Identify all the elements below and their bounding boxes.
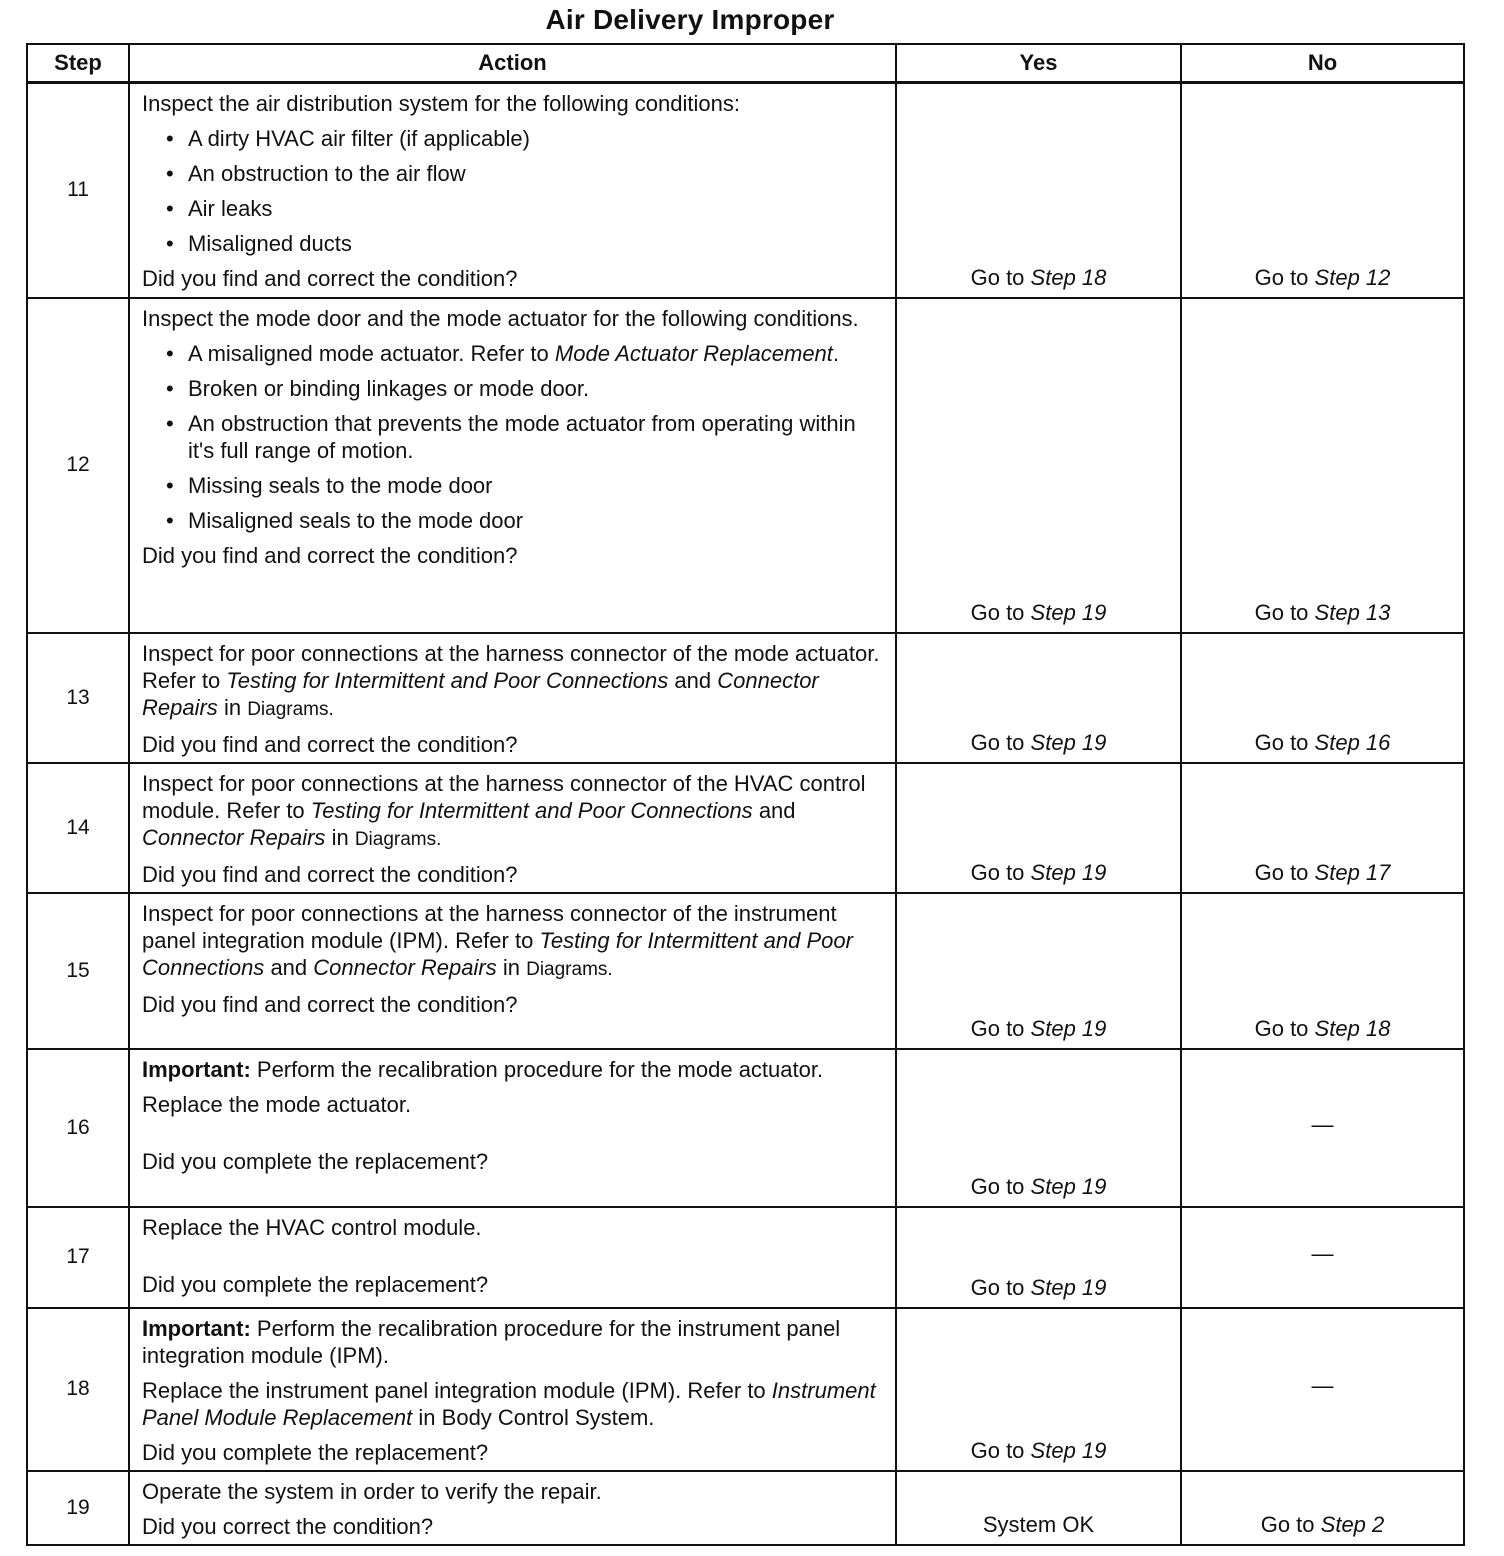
action-text [142, 900, 885, 983]
step-row-11 [27, 83, 1464, 298]
yes-step-link[interactable]: Step 19 [1030, 859, 1107, 885]
go-to-label: Go to [1254, 264, 1309, 290]
yes-step-link[interactable]: Step 19 [1030, 729, 1107, 755]
no-cell: — [1181, 1308, 1464, 1471]
and-label: and [270, 954, 308, 980]
action-cell [129, 1471, 896, 1545]
and-label: and [674, 667, 712, 693]
reference-link[interactable]: Testing for Intermittent and Poor Connections [142, 927, 853, 980]
go-to-label: Go to [1254, 729, 1309, 755]
go-to-label: Go to [970, 859, 1025, 885]
section-name: Diagrams. [247, 698, 334, 720]
step-row-12 [27, 298, 1464, 633]
important-label: Important: [142, 1315, 251, 1341]
action-question: Did you complete the replacement? [142, 1148, 489, 1174]
important-note [142, 1315, 885, 1369]
action-cell [129, 1207, 896, 1308]
step-number: 15 [27, 893, 129, 1049]
action-instruction: Replace the instrument panel integration module (IPM). [142, 1377, 682, 1403]
yes-cell [896, 893, 1181, 1049]
item-text: A misaligned mode actuator. [188, 340, 465, 366]
go-to-label: Go to [1254, 1015, 1309, 1041]
go-to-label: Go to [1254, 599, 1309, 625]
no-cell [1181, 633, 1464, 763]
step-row-17 [27, 1207, 1464, 1308]
no-cell: — [1181, 1049, 1464, 1207]
action-instruction: Replace the mode actuator. [142, 1091, 412, 1117]
header-row [27, 44, 1464, 83]
go-to-label: Go to [970, 1015, 1025, 1041]
action-question: Did you find and correct the condition? [142, 861, 518, 887]
in-label: in [502, 954, 520, 980]
section-name: Diagrams. [526, 958, 613, 980]
step-number: 12 [27, 298, 129, 633]
yes-cell [896, 298, 1181, 633]
action-cell [129, 1049, 896, 1207]
go-to-label: Go to [1254, 859, 1309, 885]
reference-link[interactable]: Instrument Panel Module Replacement [142, 1377, 876, 1430]
section-name: Body Control System. [441, 1404, 655, 1430]
condition-list [142, 125, 885, 257]
list-item: • A misaligned mode actuator. Refer to Mode Actuator Replacement. [188, 340, 885, 367]
action-text [142, 770, 885, 853]
list-item: • Broken or binding linkages or mode door. [188, 375, 885, 402]
no-cell [1181, 83, 1464, 298]
refer-to-label: Refer to [455, 927, 534, 953]
section-name: Diagrams. [354, 828, 442, 850]
go-to-label: Go to [970, 264, 1025, 290]
action-question: Did you correct the condition? [142, 1513, 434, 1539]
header-yes: Yes [896, 44, 1181, 83]
action-intro: Inspect for poor connections at the harness connector of the mode actuator. [142, 640, 880, 666]
action-intro: Inspect the air distribution system for the following conditions: [142, 91, 740, 116]
no-cell [1181, 893, 1464, 1049]
yes-cell [896, 1207, 1181, 1308]
action-cell [129, 893, 896, 1049]
action-cell [129, 298, 896, 633]
go-to-label: Go to [970, 1173, 1025, 1199]
header-no: No [1181, 44, 1464, 83]
action-question: Did you find and correct the condition? [142, 542, 518, 568]
yes-step-link[interactable]: Step 19 [1030, 1274, 1107, 1300]
step-number: 16 [27, 1049, 129, 1207]
action-question: Did you find and correct the condition? [142, 731, 518, 757]
list-item: • Missing seals to the mode door [188, 472, 885, 499]
no-cell [1181, 1471, 1464, 1545]
reference-link[interactable]: Mode Actuator Replacement [554, 340, 833, 366]
refer-to-label: Refer to [470, 340, 549, 366]
list-item: • Misaligned ducts [188, 230, 885, 257]
action-question: Did you complete the replacement? [142, 1439, 489, 1465]
action-intro: Inspect the mode door and the mode actuator for the following conditions. [142, 305, 859, 331]
header-action: Action [129, 44, 896, 83]
action-instruction: Replace the HVAC control module. [142, 1214, 482, 1240]
action-cell [129, 633, 896, 763]
action-intro: Inspect for poor connections at the harness connector of the instrument panel integration module (IPM). [142, 900, 837, 953]
refer-to-label: Refer to [142, 667, 221, 693]
no-cell: — [1181, 1207, 1464, 1308]
condition-list [142, 340, 885, 534]
go-to-label: Go to [970, 1274, 1025, 1300]
yes-cell [896, 1308, 1181, 1471]
header-step: Step [27, 44, 129, 83]
refer-to-label: Refer to [226, 797, 305, 823]
reference-link[interactable]: Testing for Intermittent and Poor Connections [310, 797, 753, 823]
step-row-15 [27, 893, 1464, 1049]
step-number: 18 [27, 1308, 129, 1471]
diagnostic-table [26, 43, 1465, 1546]
go-to-label: Go to [1260, 1511, 1315, 1537]
action-text [142, 1377, 885, 1431]
step-number: 17 [27, 1207, 129, 1308]
list-item: • A dirty HVAC air filter (if applicable) [188, 125, 885, 152]
yes-step-link[interactable]: Step 18 [1030, 264, 1107, 290]
yes-cell [896, 633, 1181, 763]
list-item: • Air leaks [188, 195, 885, 222]
no-cell [1181, 298, 1464, 633]
no-step-link[interactable]: Step 13 [1314, 599, 1391, 625]
important-label: Important: [142, 1056, 251, 1082]
yes-cell: System OK [896, 1471, 1181, 1545]
no-step-link[interactable]: Step 16 [1314, 729, 1391, 755]
step-row-18 [27, 1308, 1464, 1471]
page-title: Air Delivery Improper [545, 4, 835, 35]
action-intro: Inspect for poor connections at the harness connector of the HVAC control module. [142, 770, 866, 823]
action-cell [129, 83, 896, 298]
action-cell [129, 763, 896, 893]
reference-link[interactable]: Connector Repairs [142, 667, 819, 720]
go-to-label: Go to [970, 1437, 1025, 1463]
in-label: in [331, 824, 349, 850]
step-row-13 [27, 633, 1464, 763]
yes-step-link[interactable]: Step 19 [1030, 599, 1107, 625]
go-to-label: Go to [970, 729, 1025, 755]
important-text: Perform the recalibration procedure for the instrument panel integration module (IPM). [142, 1315, 841, 1368]
reference-link[interactable]: Connector Repairs [142, 824, 326, 850]
important-text: Perform the recalibration procedure for the mode actuator. [256, 1056, 824, 1082]
step-number: 13 [27, 633, 129, 763]
in-label: in [418, 1404, 436, 1430]
in-label: in [223, 694, 242, 720]
refer-to-label: Refer to [687, 1377, 766, 1403]
yes-step-link[interactable]: Step 19 [1030, 1015, 1107, 1041]
no-step-link[interactable]: Step 2 [1320, 1511, 1385, 1537]
yes-cell [896, 83, 1181, 298]
action-instruction: Operate the system in order to verify the repair. [142, 1478, 602, 1504]
action-question: Did you find and correct the condition? [142, 991, 518, 1017]
no-step-link[interactable]: Step 12 [1314, 264, 1391, 290]
list-item: • Misaligned seals to the mode door [188, 507, 885, 534]
no-cell [1181, 763, 1464, 893]
yes-cell [896, 763, 1181, 893]
reference-link[interactable]: Testing for Intermittent and Poor Connections [226, 667, 669, 693]
reference-link[interactable]: Connector Repairs [313, 954, 497, 980]
action-question: Did you complete the replacement? [142, 1271, 489, 1297]
step-row-14 [27, 763, 1464, 893]
yes-step-link[interactable]: Step 19 [1030, 1437, 1107, 1463]
list-item: • An obstruction to the air flow [188, 160, 885, 187]
yes-cell [896, 1049, 1181, 1207]
action-question: Did you find and correct the condition? [142, 266, 518, 291]
go-to-label: Go to [970, 599, 1025, 625]
step-row-19 [27, 1471, 1464, 1545]
action-cell [129, 1308, 896, 1471]
step-number: 19 [27, 1471, 129, 1545]
step-number: 11 [27, 83, 129, 298]
yes-step-link[interactable]: Step 19 [1030, 1173, 1107, 1199]
no-step-link[interactable]: Step 17 [1314, 859, 1391, 885]
list-item: • An obstruction that prevents the mode actuator from operating within it's full range of motion. [188, 410, 885, 464]
step-number: 14 [27, 763, 129, 893]
no-step-link[interactable]: Step 18 [1314, 1015, 1391, 1041]
action-text [142, 640, 885, 723]
step-row-16 [27, 1049, 1464, 1207]
and-label: and [758, 797, 796, 823]
important-note [142, 1056, 885, 1083]
